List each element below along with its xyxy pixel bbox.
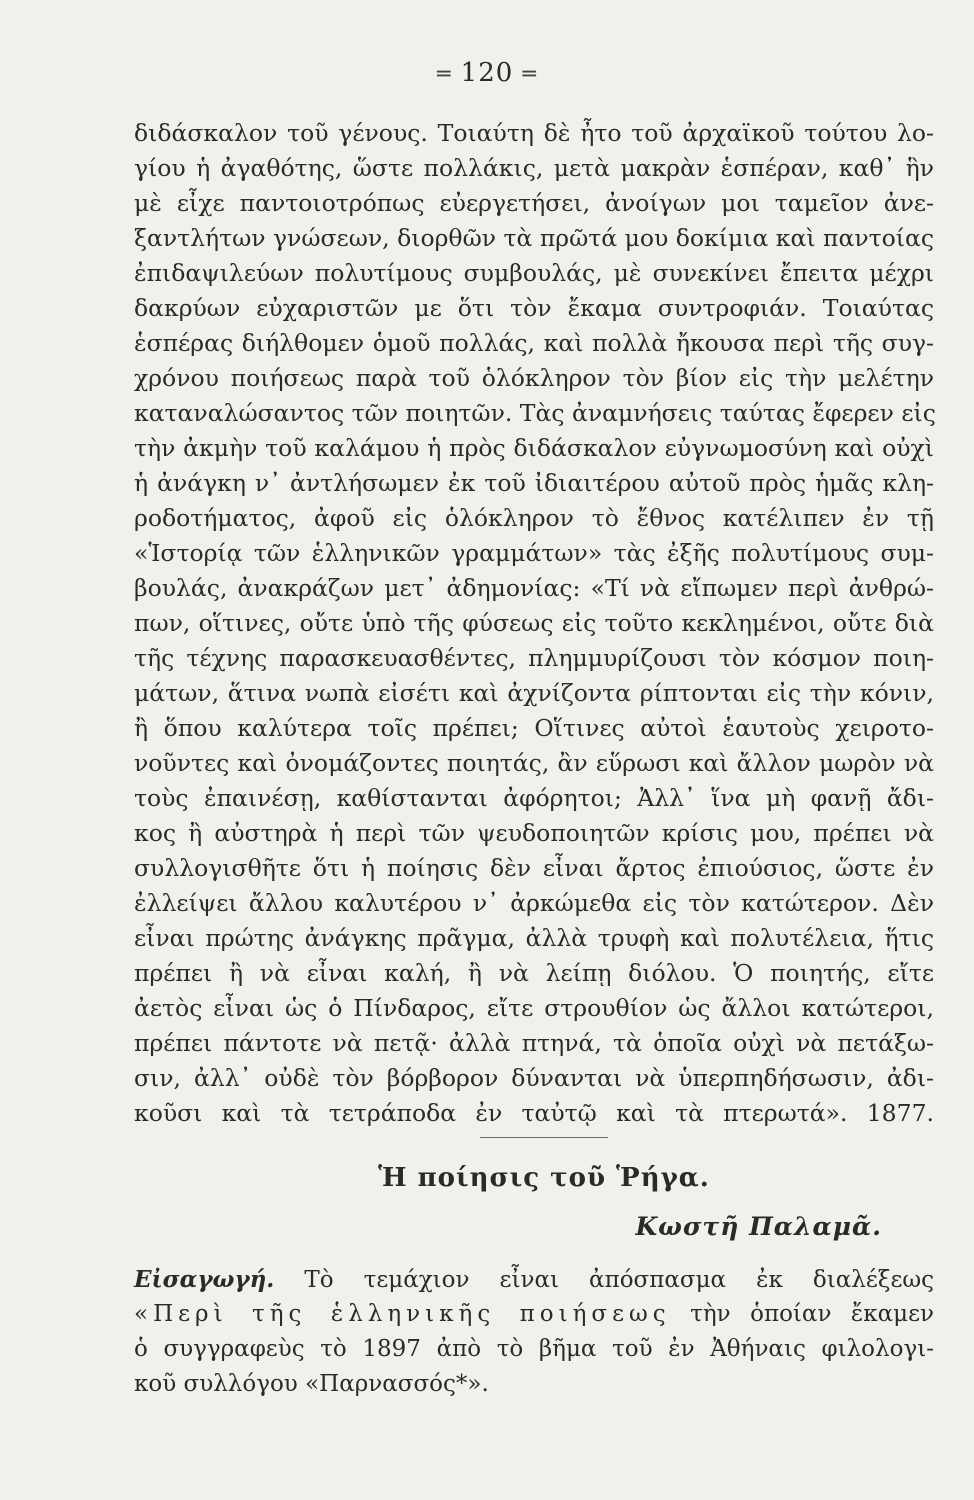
page-number: 120 <box>460 58 514 88</box>
text-line: πων, οἵτινες, οὔτε ὑπὸ τῆς φύσεως εἰς τοῦτο κεκλημένοι, οὔτε διὰ <box>134 609 934 637</box>
text-line: καταναλώσαντος τῶν ποιητῶν. Τὰς ἀναμνήσεις ταύτας ἔφερεν εἰς <box>134 399 936 427</box>
text-line: σιν, ἀλλ᾿ οὐδὲ τὸν βόρβορον δύνανται νὰ ὑπερπηδήσωσιν, ἀδι- <box>134 1064 934 1092</box>
text-line: κος ἢ αὐστηρὰ ἡ περὶ τῶν ψευδοποιητῶν κρίσις μου, πρέπει νὰ <box>134 819 934 847</box>
text-line: τοὺς ἐπαινέσῃ, καθίστανται ἀφόρητοι; Ἀλλ᾿ ἵνα μὴ φανῇ ἄδι- <box>134 784 934 812</box>
text-line: ἡ ἀνάγκη ν᾿ ἀντλήσωμεν ἐκ τοῦ ἰδιαιτέρου αὐτοῦ πρὸς ἡμᾶς κλη- <box>134 469 934 497</box>
lecture-title-spaced: «Περὶ τῆς ἑλληνικῆς ποιήσεως <box>134 1301 671 1327</box>
text-line: νοῦντες καὶ ὀνομάζοντες ποιητάς, ἂν εὕρωσι καὶ ἄλλον μωρὸν νὰ <box>134 749 934 777</box>
text-line: γίου ἡ ἀγαθότης, ὥστε πολλάκις, μετὰ μακρὰν ἑσπέραν, καθ᾿ ἣν <box>134 154 934 182</box>
intro-line <box>134 1297 934 1332</box>
body-text <box>134 116 934 1131</box>
section-divider <box>480 1137 608 1138</box>
text-line: διδάσκαλον τοῦ γένους. Τοιαύτη δὲ ἦτο τοῦ ἀρχαϊκοῦ τούτου λο- <box>134 119 934 147</box>
intro-line <box>134 1262 934 1297</box>
text-line: ἀετὸς εἶναι ὡς ὁ Πίνδαρος, εἴτε στρουθίον ὡς ἄλλοι κατώτεροι, <box>134 994 934 1022</box>
text-line: «Ἱστορίᾳ τῶν ἑλληνικῶν γραμμάτων» τὰς ἐξῆς πολυτίμους συμ- <box>134 539 934 567</box>
intro-line: κοῦ συλλόγου «Παρνασσός*». <box>134 1371 489 1397</box>
text-line: τῆς τέχνης παρασκευασθέντες, πλημμυρίζουσι τὸν κόσμον ποιη- <box>134 644 934 672</box>
text-line: ἢ ὅπου καλύτερα τοῖς πρέπει; Οἵτινες αὐτοὶ ἑαυτοὺς χειροτο- <box>134 714 934 742</box>
text-line: πρέπει ἢ νὰ εἶναι καλή, ἢ νὰ λείπῃ διόλου. Ὁ ποιητής, εἴτε <box>134 959 934 987</box>
section-author: Κωστῆ Παλαμᾶ. <box>635 1212 882 1241</box>
text-line: μάτων, ἅτινα νωπὰ εἰσέτι καὶ ἀχνίζοντα ρίπτονται εἰς τὴν κόνιν, <box>134 679 934 707</box>
text-line: βουλάς, ἀνακράζων μετ᾿ ἀδημονίας: «Τί νὰ εἴπωμεν περὶ ἀνθρώ- <box>134 574 934 602</box>
text-line: ροδοτήματος, ἀφοῦ εἰς ὁλόκληρον τὸ ἔθνος κατέλιπεν ἐν τῇ <box>134 504 934 532</box>
header-ornament-left: ═ <box>437 61 452 87</box>
intro-paragraph <box>134 1262 934 1402</box>
text-line: ἐπιδαψιλεύων πολυτίμους συμβουλάς, μὲ συνεκίνει ἔπειτα μέχρι <box>134 259 934 287</box>
text-line: πρέπει πάντοτε νὰ πετᾷ· ἀλλὰ πτηνά, τὰ ὁποῖα οὐχὶ νὰ πετάξω- <box>134 1029 934 1057</box>
text-line: ἐλλείψει ἄλλου καλυτέρου ν᾿ ἀρκώμεθα εἰς τὸν κατώτερον. Δὲν <box>134 889 934 917</box>
page-number-header <box>0 58 974 88</box>
intro-label: Εἰσαγωγή. <box>134 1266 275 1293</box>
text-line: χρόνου ποιήσεως παρὰ τοῦ ὁλόκληρον τὸν βίον εἰς τὴν μελέτην <box>134 364 934 392</box>
text-line: κοῦσι καὶ τὰ τετράποδα ἐν ταὐτῷ καὶ τὰ πτερωτά». 1877. <box>134 1099 934 1127</box>
text-line: ἑσπέρας διήλθομεν ὁμοῦ πολλάς, καὶ πολλὰ ἤκουσα περὶ τῆς συγ- <box>134 329 934 357</box>
intro-line-text: τὴν ὁποίαν ἔκαμεν <box>690 1301 935 1327</box>
text-line: εἶναι πρώτης ἀνάγκης πρᾶγμα, ἀλλὰ τρυφὴ καὶ πολυτέλεια, ἥτις <box>134 924 934 952</box>
text-line: δακρύων εὐχαριστῶν με ὅτι τὸν ἔκαμα συντροφιάν. Τοιαύτας <box>134 294 934 322</box>
header-ornament-right: ═ <box>522 61 537 87</box>
text-line: ξαντλήτων γνώσεων, διορθῶν τὰ πρῶτά μου δοκίμια καὶ παντοίας <box>134 224 935 252</box>
section-title: Ἡ ποίησις τοῦ Ῥήγα. <box>378 1163 710 1193</box>
intro-line-text: Τὸ τεμάχιον εἶναι ἀπόσπασμα ἐκ διαλέξεως <box>304 1267 934 1293</box>
text-line: μὲ εἶχε παντοιοτρόπως εὐεργετήσει, ἀνοίγων μοι ταμεῖον ἀνε- <box>134 189 934 217</box>
text-line: συλλογισθῆτε ὅτι ἡ ποίησις δὲν εἶναι ἄρτος ἐπιούσιος, ὥστε ἐν <box>134 854 934 882</box>
intro-line: ὁ συγγραφεὺς τὸ 1897 ἀπὸ τὸ βῆμα τοῦ ἐν Ἀθήναις φιλολογι- <box>134 1336 934 1362</box>
text-line: τὴν ἀκμὴν τοῦ καλάμου ἡ πρὸς διδάσκαλον εὐγνωμοσύνη καὶ οὐχὶ <box>134 434 934 462</box>
